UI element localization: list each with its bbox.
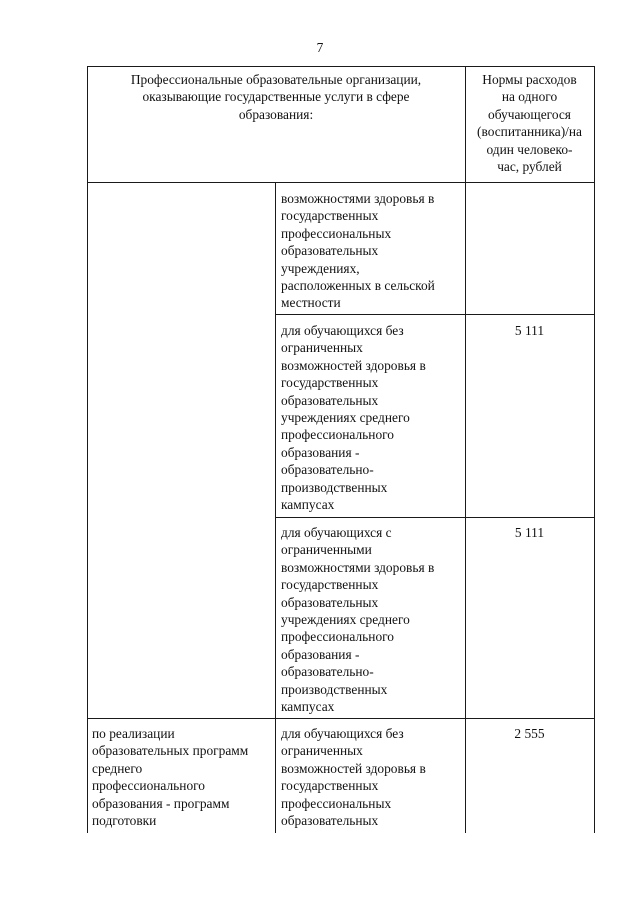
row-rule-3 <box>87 718 595 719</box>
row-category <box>92 725 248 829</box>
text-line: среднего <box>92 760 143 776</box>
text-line: профессиональных <box>281 795 392 811</box>
row-description <box>281 725 426 829</box>
text-line: образования - <box>281 646 360 662</box>
row-value: 5 111 <box>514 525 545 540</box>
text-line: профессионального <box>281 629 394 645</box>
row-rule-1 <box>275 314 595 315</box>
text-line: государственных <box>281 778 379 794</box>
text-line: учреждениях среднего <box>281 612 410 628</box>
row-description <box>281 322 426 513</box>
table-top-border <box>87 66 595 67</box>
text-line: образования - <box>281 444 360 460</box>
header-line: оказывающие государственные услуги в сфере <box>142 89 410 105</box>
text-line: по реализации <box>92 726 175 741</box>
text-line: местности <box>281 295 341 311</box>
text-line: возможностей здоровья в <box>281 760 426 776</box>
table-col-divider-1 <box>275 183 276 833</box>
text-line: образовательных <box>281 594 379 610</box>
text-line: профессионального <box>92 778 205 794</box>
row-description <box>281 524 434 715</box>
text-line: государственных <box>281 208 379 224</box>
header-line: Профессиональные образовательные организации, <box>130 72 422 87</box>
text-line: для обучающихся без <box>281 323 404 338</box>
text-line: образовательных <box>281 392 379 408</box>
header-norms-cell <box>465 71 594 175</box>
text-line: образовательно- <box>281 462 374 478</box>
text-line: производственных <box>281 681 388 697</box>
text-line: образовательных программ <box>92 743 249 759</box>
text-line: профессионального <box>281 427 394 443</box>
text-line: возможностями здоровья в <box>281 559 435 575</box>
text-line: расположенных в сельской <box>281 278 435 294</box>
text-line: ограниченных <box>281 743 363 759</box>
header-line: на одного <box>501 89 558 105</box>
text-line: возможностей здоровья в <box>281 357 426 373</box>
row-description <box>281 190 435 312</box>
text-line: образовательно- <box>281 664 374 680</box>
header-organizations-cell <box>87 71 465 123</box>
text-line: подготовки <box>92 813 157 829</box>
text-line: возможностями здоровья в <box>281 191 435 206</box>
text-line: образовательных <box>281 813 379 829</box>
text-line: кампусах <box>281 699 335 715</box>
text-line: для обучающихся без <box>281 726 404 741</box>
text-line: образования - программ <box>92 795 230 811</box>
header-line: один человеко- <box>486 141 573 157</box>
header-bottom-rule <box>87 182 595 183</box>
text-line: учреждениях, <box>281 260 360 276</box>
header-line: Нормы расходов <box>482 72 577 87</box>
text-line: государственных <box>281 375 379 391</box>
text-line: ограниченных <box>281 340 363 356</box>
page-number: 7 <box>316 40 324 55</box>
row-rule-2 <box>275 517 595 518</box>
text-line: производственных <box>281 479 388 495</box>
text-line: государственных <box>281 577 379 593</box>
header-line: образования: <box>238 106 314 122</box>
text-line: для обучающихся с <box>281 525 392 540</box>
header-line: обучающегося <box>488 106 571 122</box>
text-line: образовательных <box>281 243 379 259</box>
row-value: 5 111 <box>514 323 545 338</box>
header-line: (воспитанника)/на <box>477 124 582 140</box>
text-line: профессиональных <box>281 225 392 241</box>
header-line: час, рублей <box>497 159 562 175</box>
row-value: 2 555 <box>514 726 545 741</box>
text-line: ограниченными <box>281 542 372 558</box>
text-line: учреждениях среднего <box>281 410 410 426</box>
text-line: кампусах <box>281 497 335 513</box>
